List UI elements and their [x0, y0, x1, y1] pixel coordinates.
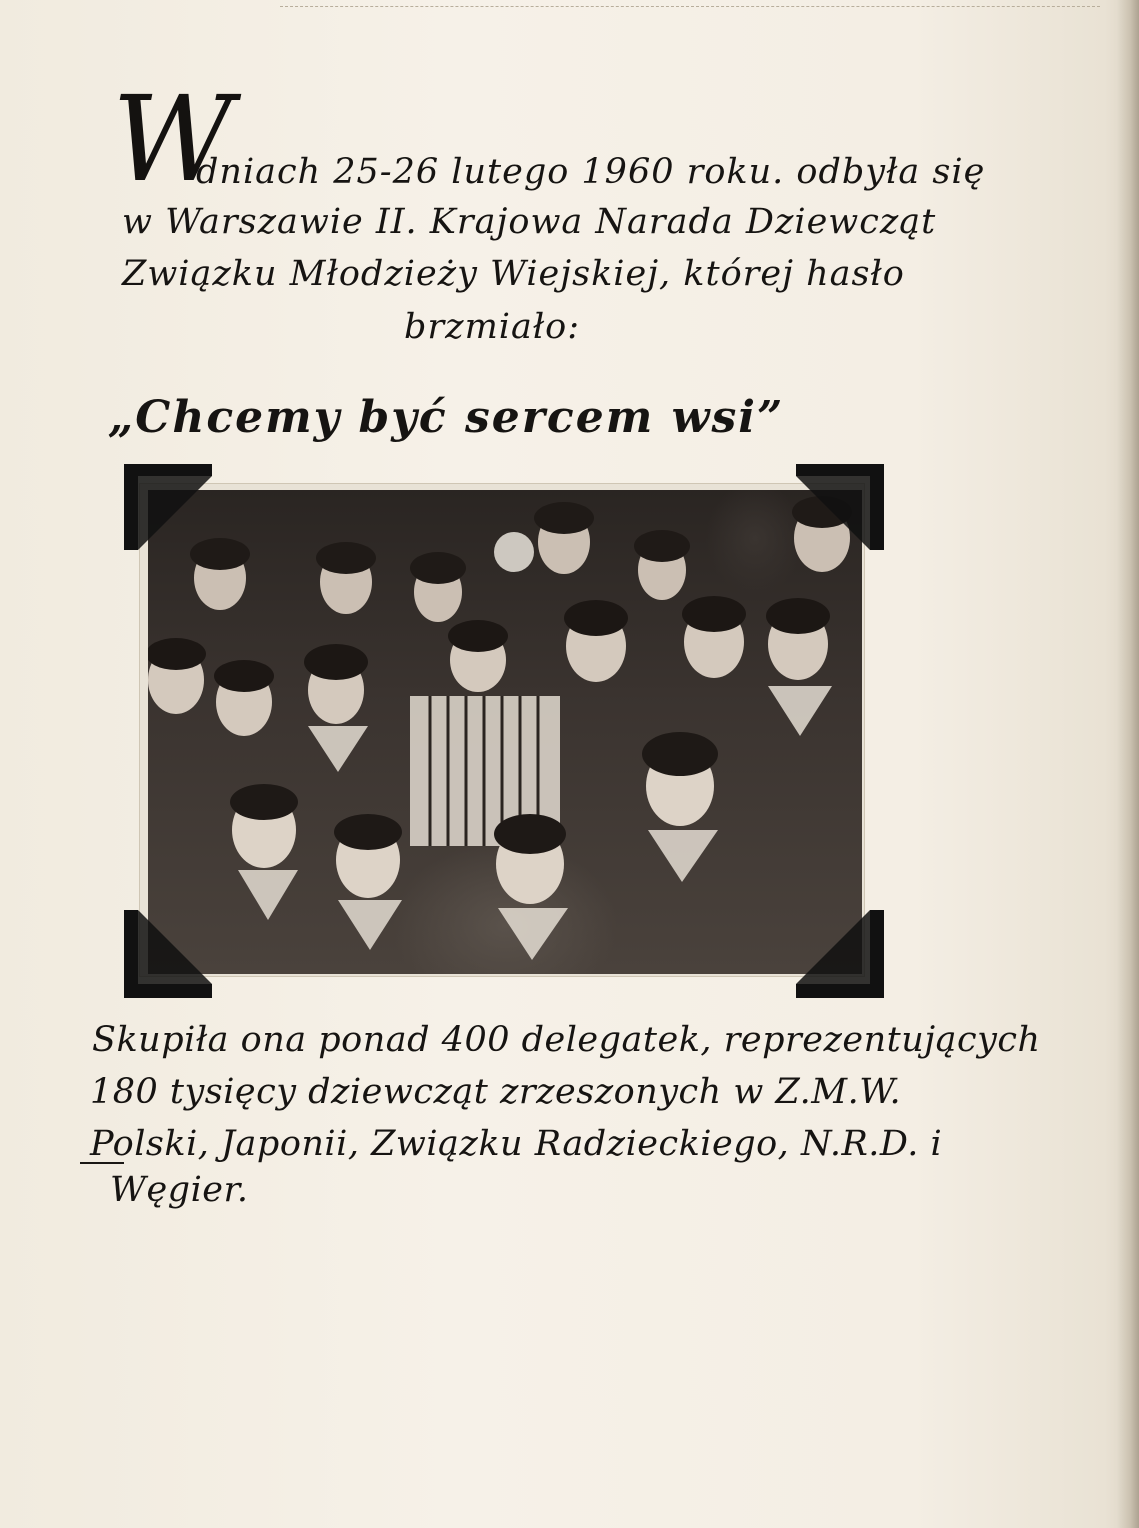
closing-line-3: Polski, Japonii, Związku Radzieckiego, N.R.D. i	[90, 1124, 943, 1164]
photo-corner-bottom-right-icon	[794, 908, 886, 1000]
intro-line-1: dniach 25-26 lutego 1960 roku. odbyła się	[196, 152, 986, 192]
closing-line-4: Węgier.	[110, 1170, 249, 1210]
page-top-rule	[280, 6, 1100, 7]
group-photograph	[148, 490, 862, 974]
closing-line-2: 180 tysięcy dziewcząt zrzeszonych w Z.M.W.	[90, 1072, 902, 1112]
intro-line-3: Związku Młodzieży Wiejskiej, której hasło	[122, 254, 905, 294]
photo-icon	[148, 490, 862, 974]
photo-corner-top-left-icon	[122, 462, 214, 554]
intro-line-2: w Warszawie II. Krajowa Narada Dziewcząt	[122, 202, 937, 242]
dropcap-letter: W	[112, 70, 234, 208]
page-edge-shadow	[1117, 0, 1139, 1528]
photo-corner-bottom-left-icon	[122, 908, 214, 1000]
slogan-heading: „Chcemy być sercem wsi”	[108, 392, 785, 443]
intro-line-4: brzmiało:	[404, 307, 581, 347]
closing-line-1: Skupiła ona ponad 400 delegatek, reprezentujących	[92, 1020, 1041, 1060]
photo-corner-top-right-icon	[794, 462, 886, 554]
